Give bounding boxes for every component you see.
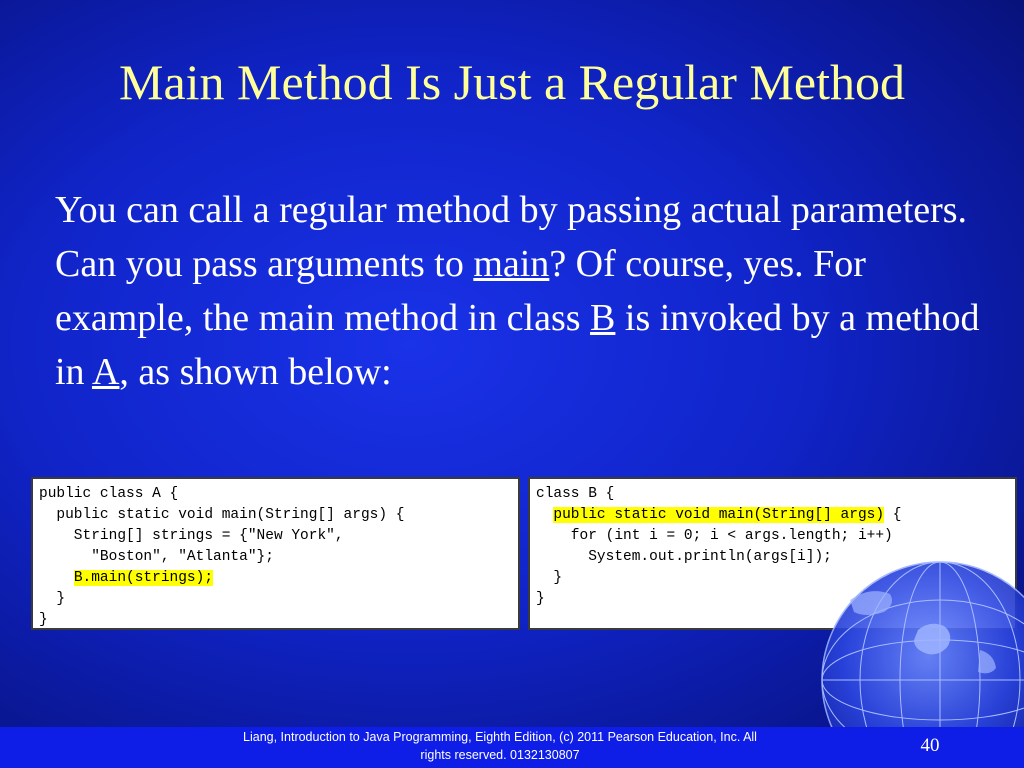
slide-body-text (55, 183, 1005, 399)
slide-title: Main Method Is Just a Regular Method (118, 54, 905, 110)
globe-icon-graphic (790, 560, 1024, 728)
code-a-line-7: } (39, 612, 48, 628)
body-text-part2: ? Of course, yes. For example, the main method in class (55, 243, 866, 339)
code-a-line-3: String[] strings = {"New York", (39, 528, 344, 544)
body-text-part4: , as shown below: (119, 351, 392, 393)
code-b-line-4: System.out.println(args[i]); (536, 549, 832, 565)
footer-line-1: Liang, Introduction to Java Programming, Eighth Edition, (c) 2011 Pearson Education, Inc. All (243, 730, 757, 744)
code-b-highlighted-signature: public static void main(String[] args) (553, 507, 885, 523)
code-b-line-1: class B { (536, 486, 615, 502)
code-b-line-5: } (536, 570, 563, 586)
code-a-line-6: } (39, 591, 66, 607)
code-a-line-4: "Boston", "Atlanta"}; (39, 549, 274, 565)
code-a-line-2: public static void main(String[] args) { (39, 507, 405, 523)
globe-icon (790, 560, 1024, 728)
code-b-line-2-indent (536, 507, 553, 523)
code-a-highlighted-call: B.main(strings); (73, 570, 214, 586)
code-box-class-a (31, 477, 520, 630)
body-text-part3: is invoked by a method in (55, 297, 980, 393)
underlined-term-main: main (473, 243, 550, 285)
page-number: 40 (920, 735, 940, 756)
footer-copyright (195, 728, 805, 764)
code-b-line-2-rest: { (884, 507, 902, 523)
code-a-line-1: public class A { (39, 486, 179, 502)
underlined-term-b: B (590, 297, 616, 339)
code-b-line-6: } (536, 591, 545, 607)
underlined-term-a: A (91, 351, 120, 393)
body-text-part1: You can call a regular method by passing actual parameters. Can you pass arguments to (55, 189, 968, 285)
code-a-line-5-indent (39, 570, 74, 586)
footer-line-2: rights reserved. 0132130807 (420, 748, 580, 762)
code-b-line-3: for (int i = 0; i < args.length; i++) (536, 528, 893, 544)
